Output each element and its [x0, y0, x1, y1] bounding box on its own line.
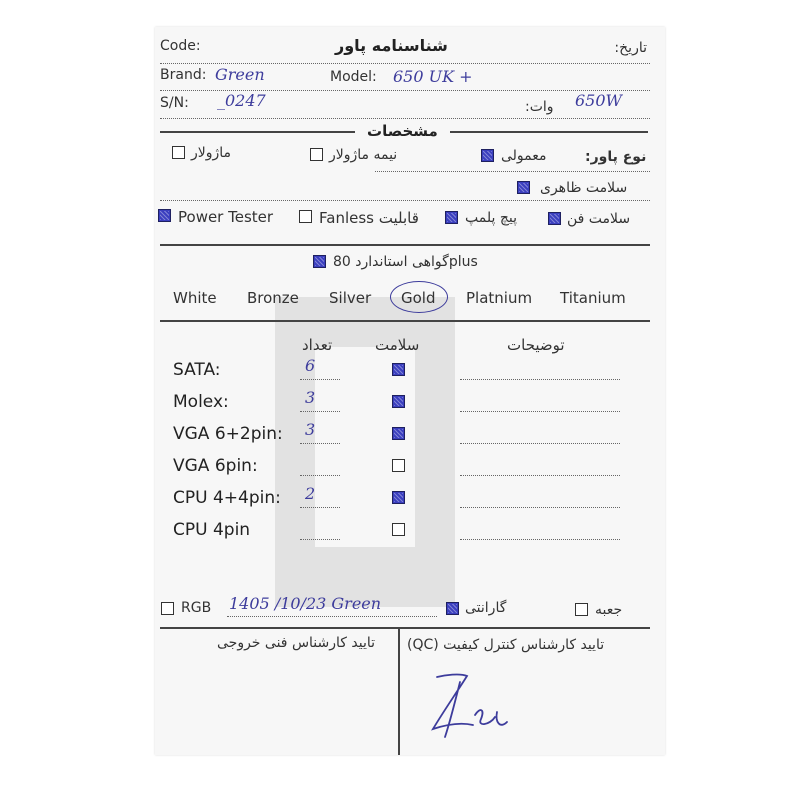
connector-health-checkbox[interactable] — [392, 491, 405, 504]
notes-line[interactable] — [460, 378, 620, 380]
fan-health-checkbox[interactable] — [548, 212, 561, 225]
col-health-header: سلامت — [375, 336, 420, 354]
connector-name: CPU 4+4pin: — [173, 488, 281, 508]
connector-health-checkbox[interactable] — [392, 459, 405, 472]
date-label: تاریخ: — [614, 40, 647, 56]
fanless-label: Fanless قابلیت — [319, 209, 419, 227]
cert-label: گواهی استاندارد 80plus — [333, 254, 478, 270]
tier-gold: Gold — [401, 289, 436, 307]
fan-health-label: سلامت فن — [567, 211, 631, 227]
connector-health-checkbox[interactable] — [392, 523, 405, 536]
connector-health-checkbox[interactable] — [392, 427, 405, 440]
warranty-label: گارانتی — [465, 600, 507, 616]
watt-value: 650W — [575, 91, 622, 110]
appearance-label: سلامت ظاهری — [540, 180, 628, 196]
specs-line-right — [450, 131, 648, 133]
type-row-divider — [375, 170, 650, 172]
connector-count: 3 — [305, 420, 316, 439]
tier-platnium: Platnium — [466, 289, 533, 307]
footer-top-line — [160, 627, 650, 629]
watermark-logo — [255, 287, 475, 617]
type-normal-checkbox[interactable] — [481, 149, 494, 162]
type-modular-label: ماژولار — [191, 145, 232, 161]
count-line — [300, 442, 340, 444]
type-modular-checkbox[interactable] — [172, 146, 185, 159]
sn-row-divider — [160, 117, 650, 119]
type-semimodular-label: نیمه ماژولار — [329, 147, 398, 163]
col-count-header: تعداد — [302, 336, 333, 354]
notes-line[interactable] — [460, 442, 620, 444]
power-tester-label: Power Tester — [178, 208, 274, 226]
connector-name: Molex: — [173, 392, 229, 412]
pump-checkbox[interactable] — [445, 211, 458, 224]
warranty-note: 1405 /10/23 Green — [229, 594, 382, 613]
model-label: Model: — [330, 69, 377, 85]
brand-value: Green — [215, 65, 265, 84]
notes-line[interactable] — [460, 474, 620, 476]
box-label: جعبه — [595, 602, 623, 618]
fanless-checkbox[interactable] — [299, 210, 312, 223]
tier-bronze: Bronze — [247, 289, 299, 307]
notes-line[interactable] — [460, 410, 620, 412]
model-value: 650 UK + — [393, 67, 473, 86]
type-normal-label: معمولی — [501, 148, 547, 164]
connector-health-checkbox[interactable] — [392, 395, 405, 408]
appearance-checkbox[interactable] — [517, 181, 530, 194]
power-id-card — [155, 27, 665, 755]
warranty-note-line — [227, 615, 437, 617]
connector-count: 2 — [305, 484, 316, 503]
specs-line-left — [160, 131, 355, 133]
notes-line[interactable] — [460, 538, 620, 540]
tier-white: White — [173, 289, 217, 307]
count-line — [300, 506, 340, 508]
connector-count: 6 — [305, 356, 316, 375]
rgb-label: RGB — [181, 600, 212, 616]
code-label: Code: — [160, 38, 201, 54]
count-line — [300, 410, 340, 412]
footer-vertical-divider — [398, 627, 400, 755]
appearance-row-divider — [160, 199, 650, 201]
connector-health-checkbox[interactable] — [392, 363, 405, 376]
brand-label: Brand: — [160, 67, 207, 83]
connector-name: CPU 4pin — [173, 520, 251, 540]
cert-bottom-line — [160, 320, 650, 322]
type-semimodular-checkbox[interactable] — [310, 148, 323, 161]
count-line — [300, 538, 340, 540]
cert-checkbox[interactable] — [313, 255, 326, 268]
connector-name: SATA: — [173, 360, 221, 380]
watt-label: وات: — [525, 99, 554, 115]
tier-titanium: Titanium — [560, 289, 626, 307]
qc-approval-label: تایید کارشناس کنترل کیفیت (QC) — [407, 637, 605, 653]
tech-approval-label: تایید کارشناس فنی خروجی — [217, 635, 376, 651]
power-type-label: نوع پاور: — [585, 149, 647, 165]
warranty-checkbox[interactable] — [446, 602, 459, 615]
connector-name: VGA 6+2pin: — [173, 424, 283, 444]
count-line — [300, 474, 340, 476]
box-checkbox[interactable] — [575, 603, 588, 616]
rgb-checkbox[interactable] — [161, 602, 174, 615]
col-notes-header: توضیحات — [507, 336, 565, 354]
sn-value: _0247 — [217, 91, 266, 110]
connector-count: 3 — [305, 388, 316, 407]
notes-line[interactable] — [460, 506, 620, 508]
tier-silver: Silver — [329, 289, 372, 307]
specs-bottom-line — [160, 244, 650, 246]
qc-signature — [415, 667, 525, 747]
header-divider — [160, 62, 650, 64]
sn-label: S/N: — [160, 95, 189, 111]
specs-title: مشخصات — [367, 122, 438, 140]
page-title: شناسنامه پاور — [335, 36, 448, 55]
connector-name: VGA 6pin: — [173, 456, 258, 476]
count-line — [300, 378, 340, 380]
power-tester-checkbox[interactable] — [158, 209, 171, 222]
gold-selection-circle — [390, 281, 448, 313]
pump-label: پیچ پلمپ — [465, 210, 517, 226]
